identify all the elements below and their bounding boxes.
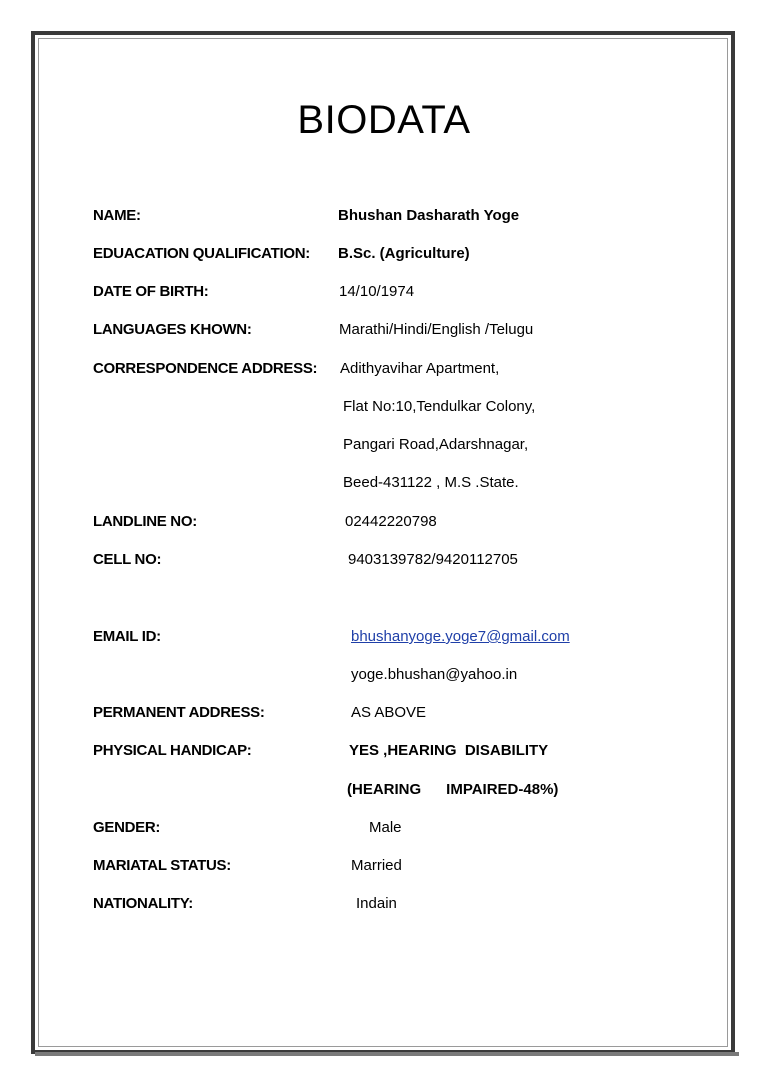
address-line: Adithyavihar Apartment, bbox=[340, 360, 500, 377]
field-label: LANGUAGES KHOWN: bbox=[93, 321, 252, 338]
field-value: AS ABOVE bbox=[351, 704, 427, 721]
page-title: BIODATA bbox=[297, 98, 471, 142]
field-label: PERMANENT ADDRESS: bbox=[93, 704, 265, 721]
field-value: YES ,HEARING DISABILITY bbox=[349, 742, 549, 759]
field-label: LANDLINE NO: bbox=[93, 513, 197, 530]
field-label: EMAIL ID: bbox=[93, 628, 161, 645]
address-line: Flat No:10,Tendulkar Colony, bbox=[343, 398, 536, 415]
address-line: Beed-431122 , M.S .State. bbox=[343, 474, 519, 491]
field-value: Married bbox=[351, 857, 402, 874]
handicap-detail: (HEARING IMPAIRED-48%) bbox=[347, 781, 559, 798]
field-value: Indain bbox=[356, 895, 397, 912]
field-value: Marathi/Hindi/English /Telugu bbox=[339, 321, 534, 338]
field-value: 9403139782/9420112705 bbox=[348, 551, 518, 568]
field-label: GENDER: bbox=[93, 819, 161, 836]
address-line: Pangari Road,Adarshnagar, bbox=[343, 436, 529, 453]
field-label: MARIATAL STATUS: bbox=[93, 857, 231, 874]
field-label: EDUACATION QUALIFICATION: bbox=[93, 245, 310, 262]
email-secondary: yoge.bhushan@yahoo.in bbox=[351, 666, 518, 683]
field-value: B.Sc. (Agriculture) bbox=[338, 245, 470, 262]
field-value: Bhushan Dasharath Yoge bbox=[338, 207, 520, 224]
field-label: CORRESPONDENCE ADDRESS: bbox=[93, 360, 318, 377]
page-border-shadow bbox=[35, 1052, 739, 1056]
field-label: DATE OF BIRTH: bbox=[93, 283, 209, 300]
field-value: Male bbox=[369, 819, 402, 836]
field-label: CELL NO: bbox=[93, 551, 162, 568]
field-label: NATIONALITY: bbox=[93, 895, 193, 912]
field-label: PHYSICAL HANDICAP: bbox=[93, 742, 252, 759]
field-label: NAME: bbox=[93, 207, 141, 224]
email-link[interactable]: bhushanyoge.yoge7@gmail.com bbox=[351, 628, 570, 645]
field-value: 02442220798 bbox=[345, 513, 437, 530]
field-value: 14/10/1974 bbox=[339, 283, 415, 300]
